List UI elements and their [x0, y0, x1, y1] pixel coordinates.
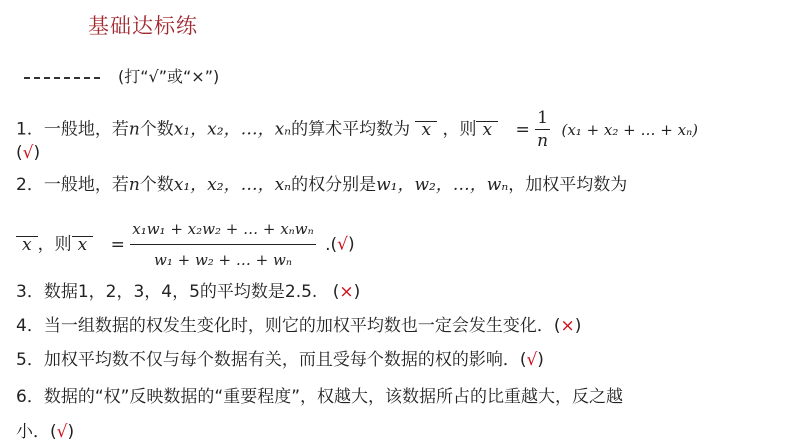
- q2-label: 2．一般地，若: [16, 175, 129, 195]
- q1-text-a: 个数: [139, 119, 174, 140]
- question-3: [16, 281, 360, 303]
- q1-close: ): [33, 143, 41, 163]
- q1-n: n: [128, 119, 140, 140]
- q4-mark: ×: [560, 316, 575, 336]
- q2-formula-line: [16, 218, 355, 271]
- q3-mark: ×: [339, 282, 354, 302]
- instruction-line: [24, 64, 219, 87]
- instruction-text: (打“√”或“×”): [118, 67, 220, 86]
- q6-text: 6．数据的“权”反映数据的“重要程度”，权越大，该数据所占的比重越大，反之越: [16, 387, 624, 407]
- q6-text-2: 小．(: [16, 422, 57, 442]
- q1-text-c: ，则: [442, 119, 477, 140]
- q2-fraction: [130, 218, 315, 271]
- q2-weights: w₁，w₂，…，wₙ: [376, 175, 509, 195]
- q2-vars: x₁，x₂，…，xₙ: [173, 175, 292, 195]
- q4-text: 4．当一组数据的权发生变化时，则它的加权平均数也一定会发生变化．(: [16, 316, 561, 336]
- q1-numerator: 1: [537, 108, 549, 128]
- q1-mark: √: [22, 143, 34, 163]
- q2-text-d: ，则: [37, 234, 72, 255]
- q2-text-b: 的权分别是: [291, 175, 377, 195]
- q1-label: 1．一般地，若: [16, 119, 129, 140]
- q1-xbar: x: [415, 121, 437, 138]
- q3-close: ): [353, 282, 361, 302]
- q2-denominator: w₁ + w₂ + … + wₙ: [130, 244, 315, 271]
- q3-open: (: [332, 282, 340, 302]
- q6-mark: √: [56, 422, 68, 442]
- q1-equals: =: [515, 119, 530, 140]
- question-6: [16, 386, 623, 408]
- q2-xbar-2: x: [72, 236, 94, 253]
- q1-answer: [16, 142, 40, 164]
- q6-close: ): [67, 422, 75, 442]
- q1-text-b: 的算术平均数为: [291, 119, 411, 140]
- q2-open: .(: [325, 234, 338, 255]
- q1-open: (: [16, 143, 23, 163]
- q1-xbar-2: x: [476, 121, 498, 138]
- question-1: [16, 107, 698, 152]
- q5-close: ): [537, 350, 544, 370]
- q1-expression: (x₁ + x₂ + … + xₙ): [561, 120, 699, 139]
- q2-equals: =: [110, 234, 125, 255]
- question-4: [16, 315, 581, 337]
- q1-denominator: n: [537, 131, 549, 151]
- q5-text: 5．加权平均数不仅与每个数据有关，而且受每个数据的权的影响．(: [16, 350, 527, 370]
- q2-n: n: [128, 175, 140, 195]
- section-title: 基础达标练: [88, 14, 198, 38]
- q1-fraction: [535, 107, 550, 152]
- q2-mark: √: [337, 234, 348, 255]
- question-5: [16, 349, 544, 371]
- q2-numerator: x₁w₁ + x₂w₂ + … + xₙwₙ: [132, 220, 314, 238]
- question-2: [16, 174, 627, 196]
- q3-text: 3．数据1，2，3，4，5的平均数是2.5.: [16, 282, 318, 302]
- q4-close: ): [574, 316, 582, 336]
- q2-close: ): [347, 234, 355, 255]
- answer-blank: [24, 77, 100, 79]
- q5-mark: √: [526, 350, 538, 370]
- q2-text-c: ，加权平均数为: [508, 175, 628, 195]
- q2-xbar: x: [16, 236, 38, 253]
- q6-continuation: [16, 421, 74, 443]
- q2-text-a: 个数: [139, 175, 174, 195]
- q1-vars: x₁，x₂，…，xₙ: [173, 119, 292, 140]
